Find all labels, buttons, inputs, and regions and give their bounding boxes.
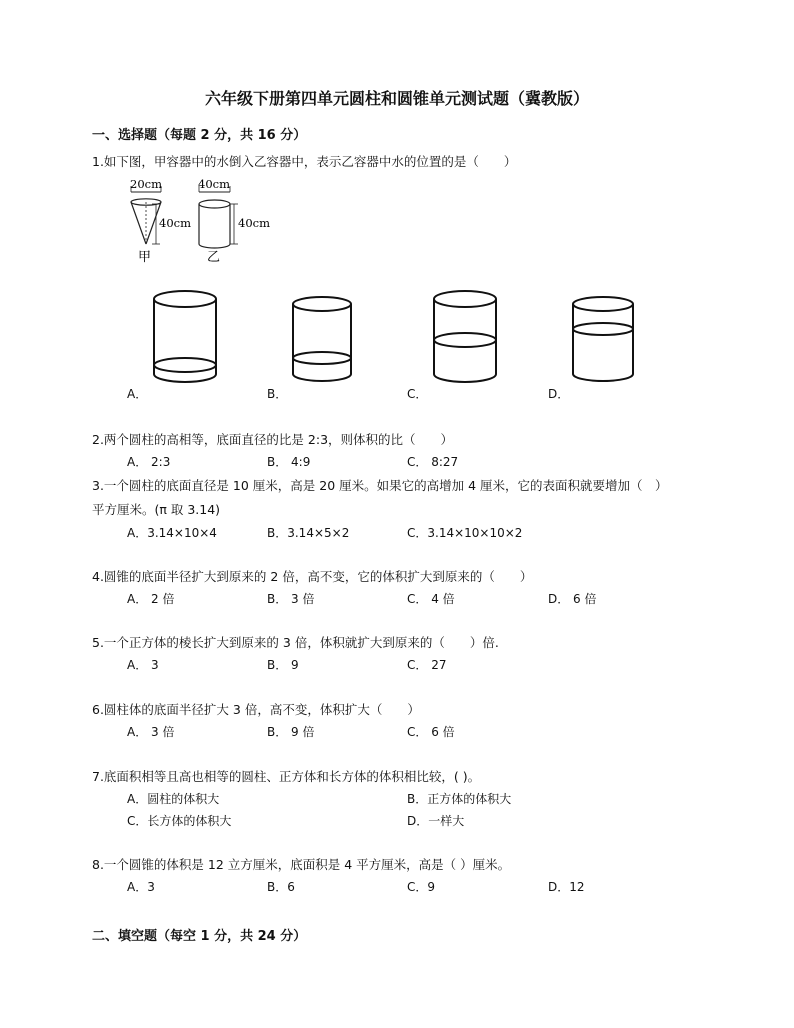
q5-option-c[interactable]: C． 27 [407, 658, 447, 672]
question-1-text: 1.如下图，甲容器中的水倒入乙容器中，表示乙容器中水的位置的是（ ） [92, 154, 517, 169]
page-title: 六年级下册第四单元圆柱和圆锥单元测试题（冀教版） [204, 89, 589, 108]
option-c-cylinder[interactable] [430, 288, 500, 388]
question-8-text: 8.一个圆锥的体积是 12 立方厘米，底面积是 4 平方厘米，高是（ ）厘米。 [92, 857, 511, 872]
q6-option-a[interactable]: A． 3 倍 [127, 725, 175, 739]
question-4-text: 4.圆锥的底面半径扩大到原来的 2 倍，高不变，它的体积扩大到原来的（ ） [92, 569, 533, 584]
cone-height-label: 40cm [159, 216, 191, 230]
q8-option-c[interactable]: C．9 [407, 880, 436, 894]
question-6-text: 6.圆柱体的底面半径扩大 3 倍，高不变，体积扩大（ ） [92, 702, 420, 717]
q4-option-d[interactable]: D． 6 倍 [548, 592, 597, 606]
section-heading-choice: 一、选择题（每题 2 分，共 16 分） [92, 128, 307, 143]
q2-option-a[interactable]: A． 2:3 [127, 455, 171, 469]
q8-option-d[interactable]: D．12 [548, 880, 585, 894]
question-3-text-cont: 平方厘米。(π 取 3.14) [92, 502, 221, 517]
cylinder-yi [199, 186, 238, 248]
option-b-cylinder[interactable] [290, 294, 354, 388]
question-1-figure [110, 172, 300, 267]
q4-option-b[interactable]: B． 3 倍 [267, 592, 315, 606]
q2-option-c[interactable]: C． 8:27 [407, 455, 459, 469]
question-7-text: 7.底面积相等且高也相等的圆柱、正方体和长方体的体积相比较，( )。 [92, 769, 481, 784]
cylinder-diameter-label: 40cm [198, 177, 230, 191]
q3-option-c[interactable]: C．3.14×10×10×2 [407, 526, 523, 540]
question-5-text: 5.一个正方体的棱长扩大到原来的 3 倍，体积就扩大到原来的（ ）倍. [92, 635, 499, 650]
option-b-label[interactable]: B． [267, 387, 288, 401]
q5-option-a[interactable]: A． 3 [127, 658, 159, 672]
cone-name-label: 甲 [138, 250, 152, 265]
cone-diameter-label: 20cm [130, 177, 162, 191]
q2-option-b[interactable]: B． 4:9 [267, 455, 311, 469]
cylinder-height-label: 40cm [238, 216, 270, 230]
option-d-label[interactable]: D． [548, 387, 570, 401]
q8-option-b[interactable]: B．6 [267, 880, 295, 894]
question-2-text: 2.两个圆柱的高相等，底面直径的比是 2:3，则体积的比（ ） [92, 432, 454, 447]
option-c-label[interactable]: C． [407, 387, 428, 401]
q7-option-d[interactable]: D．一样大 [407, 814, 465, 828]
q7-option-c[interactable]: C．长方体的体积大 [127, 814, 232, 828]
option-a-cylinder[interactable] [150, 288, 220, 388]
q4-option-c[interactable]: C． 4 倍 [407, 592, 455, 606]
q3-option-b[interactable]: B．3.14×5×2 [267, 526, 350, 540]
q8-option-a[interactable]: A．3 [127, 880, 155, 894]
q7-option-b[interactable]: B．正方体的体积大 [407, 792, 512, 806]
q4-option-a[interactable]: A． 2 倍 [127, 592, 175, 606]
option-a-label[interactable]: A． [127, 387, 148, 401]
option-d-cylinder[interactable] [570, 294, 636, 388]
cone-jia [131, 186, 161, 244]
q7-option-a[interactable]: A．圆柱的体积大 [127, 792, 220, 806]
question-3-text: 3.一个圆柱的底面直径是 10 厘米，高是 20 厘米。如果它的高增加 4 厘米，它的表面积就要增加（ ） [92, 478, 668, 493]
q3-option-a[interactable]: A．3.14×10×4 [127, 526, 217, 540]
q6-option-b[interactable]: B． 9 倍 [267, 725, 315, 739]
section-heading-fill: 二、填空题（每空 1 分，共 24 分） [92, 929, 307, 944]
cylinder-name-label: 乙 [207, 250, 221, 265]
q5-option-b[interactable]: B． 9 [267, 658, 299, 672]
q6-option-c[interactable]: C． 6 倍 [407, 725, 455, 739]
